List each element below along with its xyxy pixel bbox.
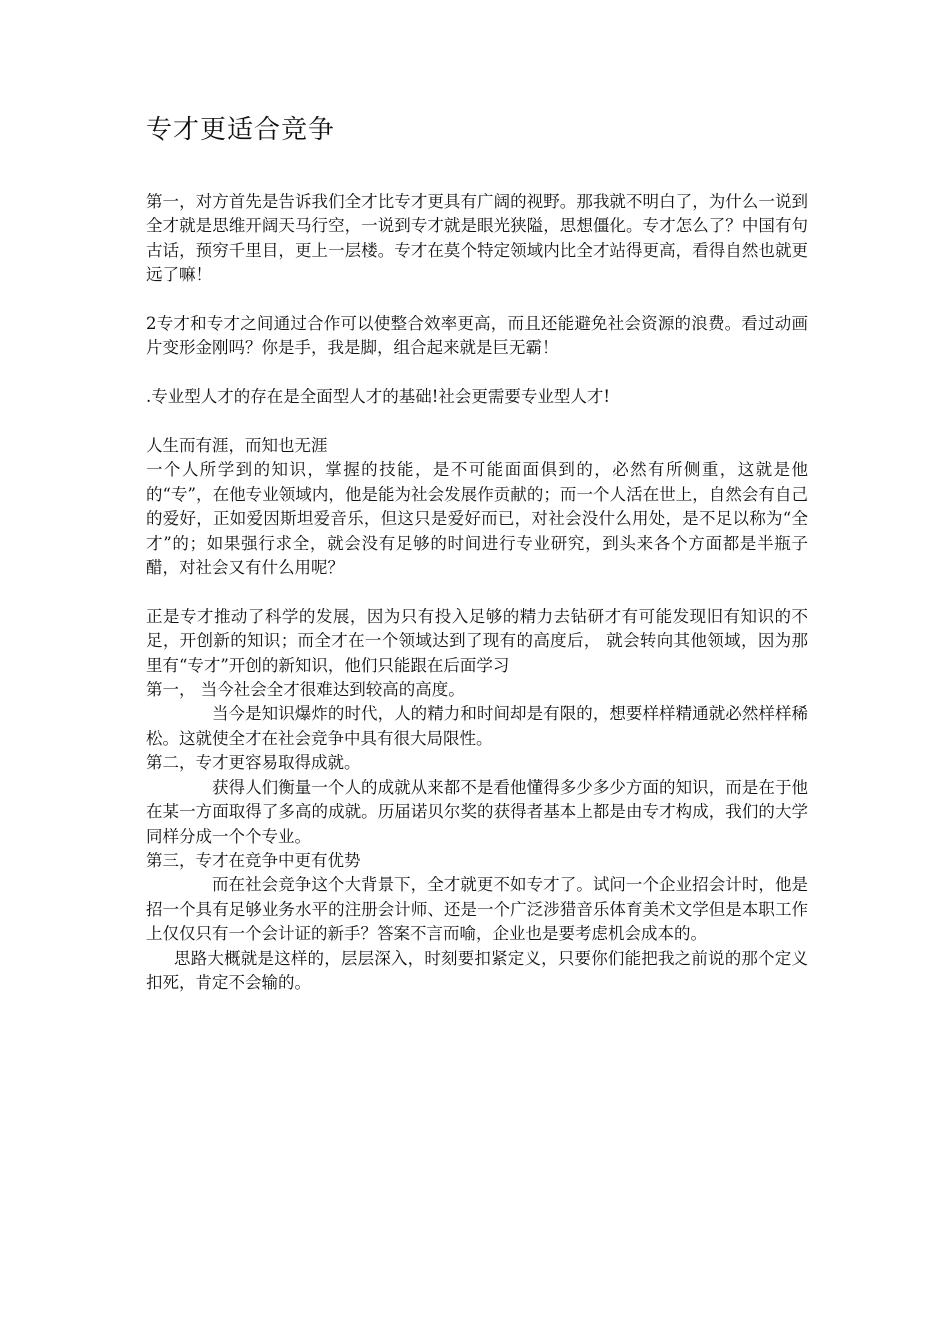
paragraph-spacer: [146, 410, 808, 434]
paragraph-spacer: [146, 580, 808, 604]
point-3-body: 而在社会竞争这个大背景下，全才就更不如专才了。试问一个企业招会计时，他是招一个具有足够业务水平的注册会计师、还是一个广泛涉猎音乐体育美术文学但是本职工作上仅仅只有一个会计证的新手？答案不言而喻，企业也是要考虑机会成本的。: [146, 875, 808, 944]
paragraph-2: 2专才和专才之间通过合作可以使整合效率更高，而且还能避免社会资源的浪费。看过动画片变形金刚吗？你是手，我是脚，组合起来就是巨无霸！: [146, 314, 808, 358]
document-page: [146, 112, 808, 995]
paragraph-3: .专业型人才的存在是全面型人才的基础!社会更需要专业型人才!: [146, 387, 611, 407]
closing-note: 思路大概就是这样的，层层深入，时刻要扣紧定义，只要你们能把我之前说的那个定义扣死，肯定不会输的。: [146, 948, 808, 992]
point-3-heading: 第三，专才在竞争中更有优势: [146, 850, 361, 870]
document-body: [146, 190, 808, 995]
paragraph-4-heading: 人生而有涯，而知也无涯: [146, 436, 328, 456]
paragraph-5: 一个人所学到的知识，掌握的技能，是不可能面面俱到的，必然有所侧重，这就是他的“专”，在他专业领域内，他是能为社会发展作贡献的；而一个人活在世上，自然会有自己的爱好，正如爱因斯坦爱音乐，但这只是爱好而已，对社会没什么用处，是不足以称为“全才”的；如果强行求全，就会没有足够的时间进行专业研究，到头来各个方面都是半瓶子醋，对社会又有什么用呢？: [146, 460, 808, 578]
point-1-body: 当今是知识爆炸的时代，人的精力和时间却是有限的，想要样样精通就必然样样稀松。这就使全才在社会竞争中具有很大局限性。: [146, 704, 808, 748]
paragraph-spacer: [146, 361, 808, 385]
document-title: 专才更适合竞争: [146, 115, 336, 145]
paragraph-spacer: [146, 288, 808, 312]
point-2-heading: 第二，专才更容易取得成就。: [146, 753, 361, 773]
paragraph-6: 正是专才推动了科学的发展，因为只有投入足够的精力去钻研才有可能发现旧有知识的不足，开创新的知识；而全才在一个领域达到了现有的高度后， 就会转向其他领域，因为那里有“专才”开创的新知识，他们只能跟在后面学习: [146, 606, 808, 675]
point-1-heading: 第一， 当今社会全才很难达到较高的高度。: [146, 680, 465, 700]
point-2-body: 获得人们衡量一个人的成就从来都不是看他懂得多少多少方面的知识，而是在于他在某一方面取得了多高的成就。历届诺贝尔奖的获得者基本上都是由专才构成，我们的大学同样分成一个个专业。: [146, 777, 808, 846]
paragraph-1: 第一，对方首先是告诉我们全才比专才更具有广阔的视野。那我就不明白了，为什么一说到全才就是思维开阔天马行空，一说到专才就是眼光狭隘，思想僵化。专才怎么了？中国有句古话，预穷千里目，更上一层楼。专才在莫个特定领域内比全才站得更高，看得自然也就更远了嘛！: [146, 192, 808, 285]
